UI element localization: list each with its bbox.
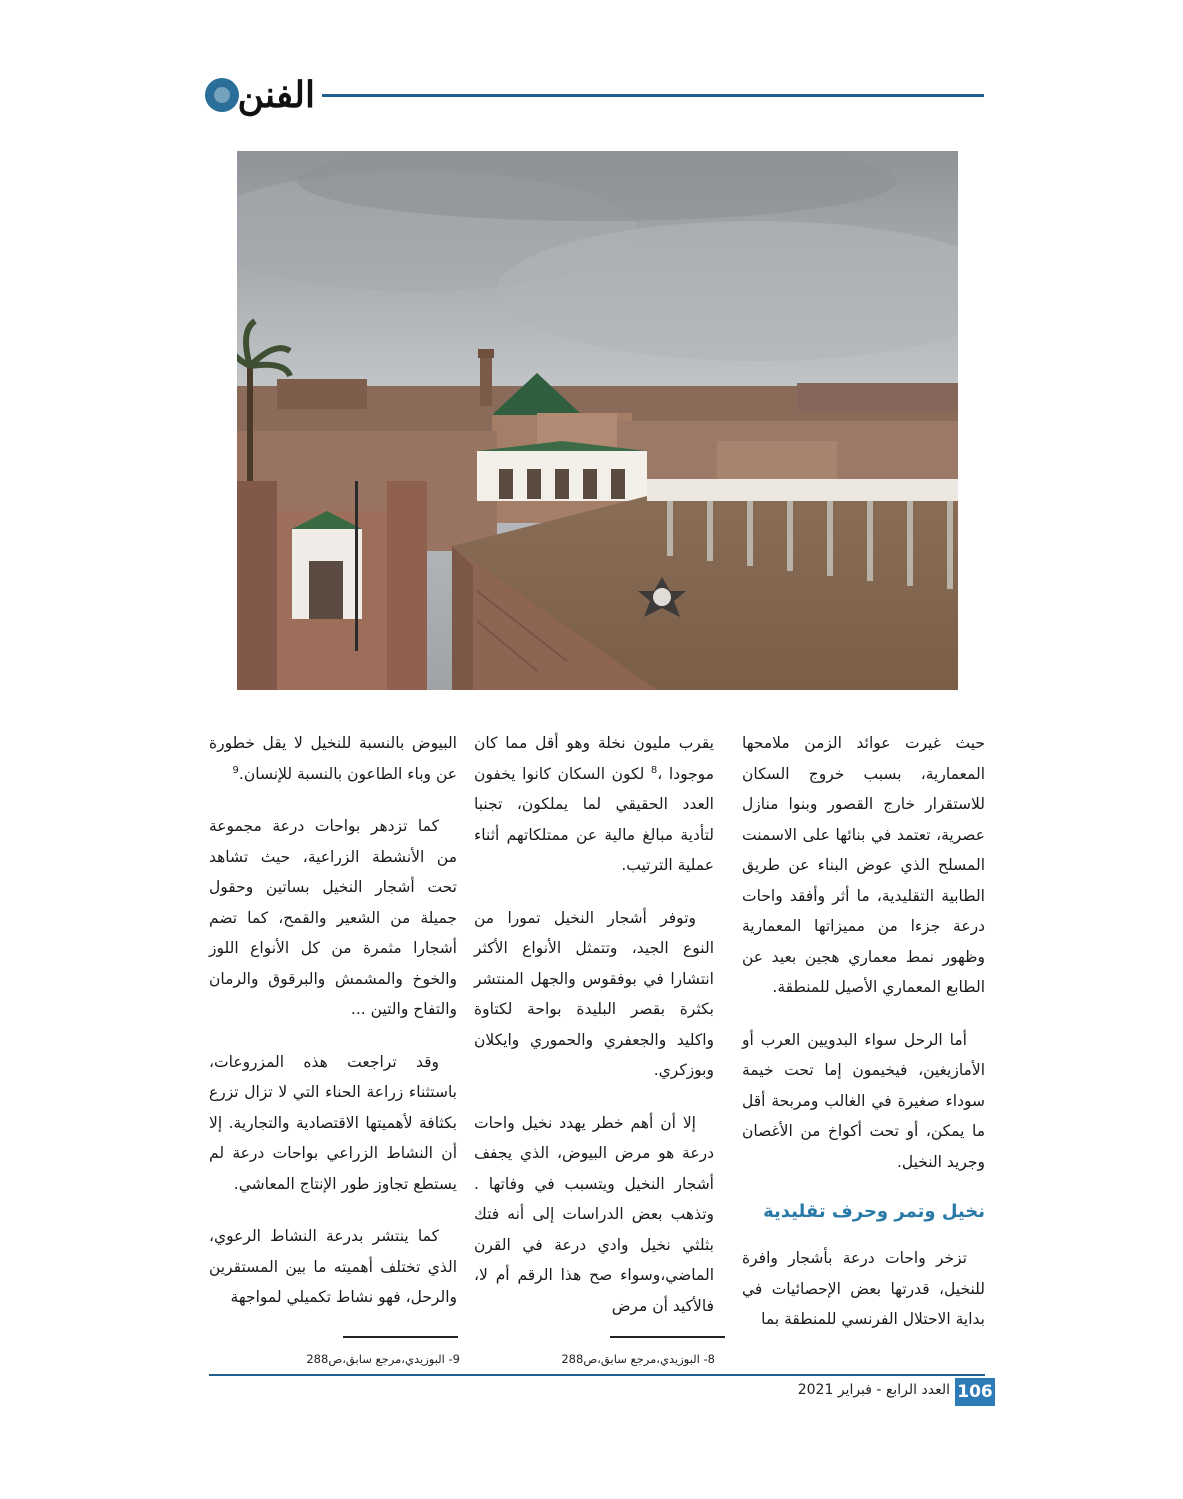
paragraph-nomads: أما الرحل سواء البدويين العرب أو الأمازيغين، فيخيمون إما تحت خيمة سوداء صغيرة في الغالب ومربحة أقل ما يمكن، أو تحت أكواخ من الأغصان وجريد النخيل.	[742, 1030, 985, 1171]
text-column-middle	[474, 728, 714, 1343]
footnote-9: 9- البوزيدي،مرجع سابق،ص288	[306, 1352, 460, 1366]
paragraph-architecture: حيث غيرت عوائد الزمن ملامحها المعمارية، بسبب خروج السكان للاستقرار خارج القصور وبنوا منازل عصرية، تعتمد في بنائها على الاسمنت المسلح الذي عوض البناء عن طريق الطابية التقليدية، ما أثر وأفقد واحات درعة جزءا من مميزاتها المعمارية وظهور نمط معماري هجين بعيد عن الطابع المعماري الأصيل للمنطقة.	[742, 734, 985, 996]
issue-label: العدد الرابع - فبراير 2021	[797, 1382, 950, 1398]
paragraph-date-varieties: وتوفر أشجار النخيل تمورا من النوع الجيد، وتتمثل الأنواع الأكثر انتشارا في بوفقوس والجهل المنتشر بكثرة بقصر البليدة بواحة لكتاوة واكليد والجعفري والحموري وايكلان وبوزكري.	[474, 908, 714, 1079]
paragraph-palm-trees: تزخر واحات درعة بأشجار وافرة للنخيل، قدرتها بعض الإحصائيات في بداية الاحتلال الفرنسي للمنطقة بما	[742, 1249, 985, 1328]
kasbah-mosque-photo	[237, 151, 958, 690]
footnote-8: 8- البوزيدي،مرجع سابق،ص288	[561, 1352, 715, 1366]
paragraph-henna: وقد تراجعت هذه المزروعات، باستثناء زراعة الحناء التي لا تزال تزرع بكثافة لأهميتها الاقتصادية والتجارية. إلا أن النشاط الزراعي بواحات درعة لم يستطع تجاوز طور الإنتاج المعاشي.	[209, 1052, 457, 1193]
paragraph-bayoud-disease: إلا أن أهم خطر يهدد نخيل واحات درعة هو مرض البيوض، الذي يجفف أشجار النخيل ويتسبب في وفاتها . وتذهب بعض الدراسات إلى أنه فتك بثلثي نخيل وادي درعة في القرن الماضي،وسواء صح هذا الرقم أم لا، فالأكيد أن مرض	[474, 1113, 714, 1315]
paragraph-text: يقرب مليون نخلة وهو أقل مما كان موجودا ،	[474, 734, 714, 783]
paragraph-text: لكون السكان كانوا يخفون العدد الحقيقي لما يملكون، تجنبا لتأدية مبالغ مالية عن ممتلكاتهم أثناء عملية الترتيب.	[474, 764, 714, 874]
paragraph-pastoralism: كما ينتشر بدرعة النشاط الرعوي، الذي تختلف أهميته ما بين المستقرين والرحل، فهو نشاط تكميلي لمواجهة	[209, 1227, 457, 1306]
footnote-ref-8[interactable]: 8	[650, 764, 658, 776]
footnote-ref-9[interactable]: 9	[232, 764, 239, 776]
footnote-rule-middle	[610, 1336, 725, 1338]
text-column-right	[742, 728, 985, 1357]
magazine-logo	[205, 72, 315, 124]
paragraph-agriculture: كما تزدهر بواحات درعة مجموعة من الأنشطة الزراعية، حيث تشاهد تحت أشجار النخيل بساتين وحقول جميلة من الشعير والقمح، كما تضم أشجارا مثمرة من كل الأنواع اللوز والخوخ والمشمش والبرقوق والرمان والتفاح والتين ...	[209, 817, 457, 1018]
text-column-left	[209, 728, 457, 1335]
section-heading: نخيل وتمر وحرف تقليدية	[763, 1201, 985, 1222]
paragraph-palm-count	[474, 728, 714, 881]
paragraph-text: البيوض بالنسبة للنخيل لا يقل خطورة عن وباء الطاعون بالنسبة للإنسان.	[209, 734, 457, 783]
paragraph-bayoud-plague	[209, 728, 457, 789]
photo-image	[237, 151, 958, 690]
page-number: 106	[955, 1378, 995, 1406]
logo-emblem-icon	[205, 78, 239, 112]
logo-text: الفنن	[237, 74, 315, 116]
footnote-rule-left	[343, 1336, 458, 1338]
header-rule	[322, 94, 984, 97]
footer-rule	[209, 1374, 985, 1376]
